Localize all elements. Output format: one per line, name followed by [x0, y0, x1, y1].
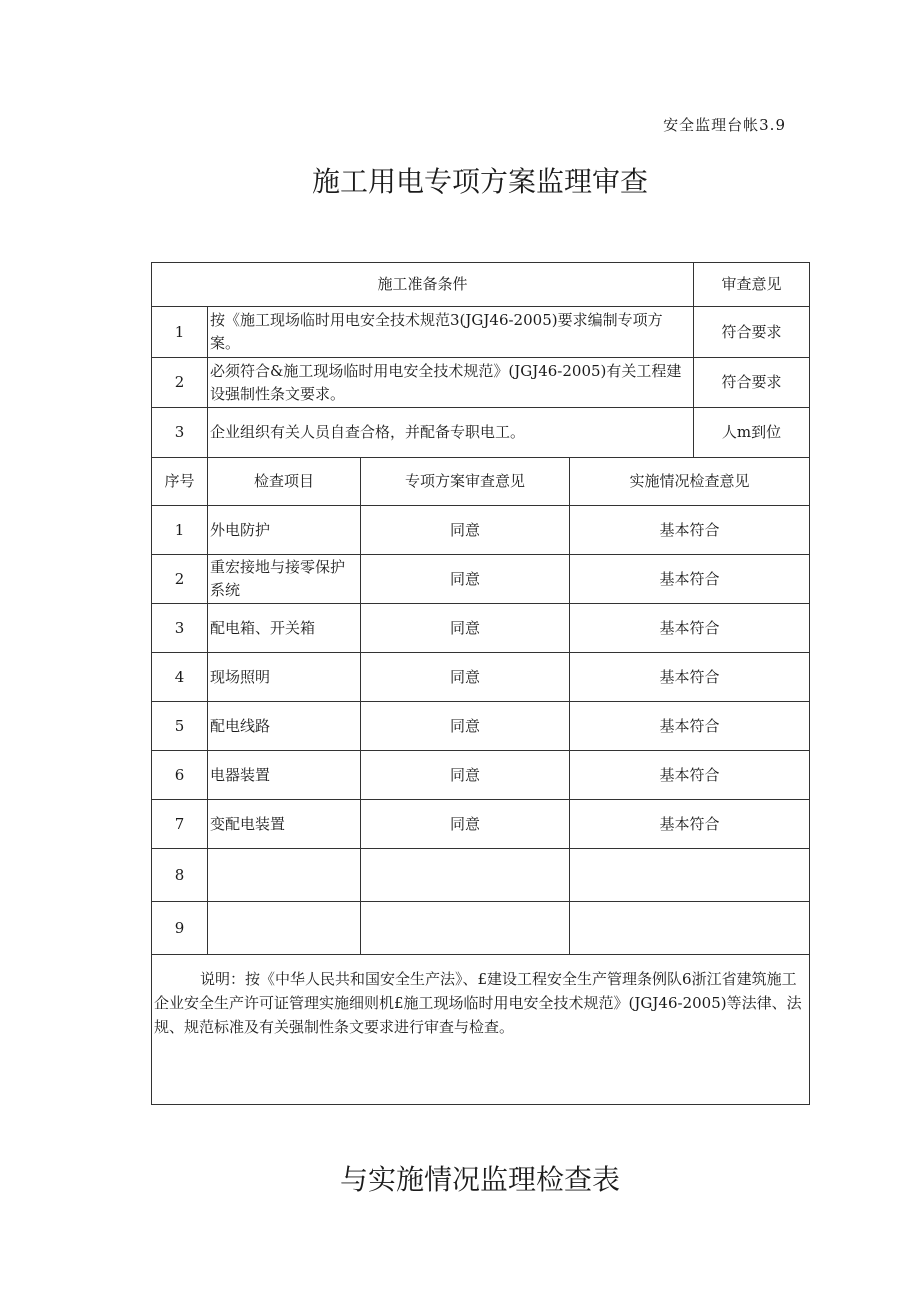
- impl-opinion: 基本符合: [570, 800, 810, 849]
- prep-row-number: 2: [152, 358, 208, 408]
- impl-opinion: 基本符合: [570, 653, 810, 702]
- plan-opinion: [361, 849, 570, 902]
- impl-opinion: [570, 849, 810, 902]
- check-item: 变配电装置: [208, 800, 361, 849]
- col-header-plan-opinion: 专项方案审查意见: [361, 458, 570, 506]
- col-header-impl-opinion: 实施情况检查意见: [570, 458, 810, 506]
- plan-opinion: 同意: [361, 653, 570, 702]
- col-header-item: 检查项目: [208, 458, 361, 506]
- prep-opinion: 符合要求: [694, 358, 810, 408]
- review-opinion-header: 审查意见: [694, 263, 810, 307]
- row-number: 1: [152, 506, 208, 555]
- plan-opinion: [361, 902, 570, 955]
- impl-opinion: 基本符合: [570, 555, 810, 604]
- prep-opinion: 人m到位: [694, 408, 810, 458]
- table-row: [152, 555, 810, 604]
- prep-row: [152, 358, 810, 408]
- check-item: 电器装置: [208, 751, 361, 800]
- review-table: [151, 262, 810, 1105]
- impl-opinion: 基本符合: [570, 604, 810, 653]
- plan-opinion: 同意: [361, 702, 570, 751]
- note-row: [152, 955, 810, 1105]
- check-item: [208, 849, 361, 902]
- check-item: [208, 902, 361, 955]
- ledger-number: 安全监理台帐3.9: [663, 116, 786, 134]
- row-number: 5: [152, 702, 208, 751]
- prep-condition-text: 必须符合&施工现场临时用电安全技术规范》(JGJ46-2005)有关工程建设强制性条文要求。: [208, 358, 694, 408]
- row-number: 9: [152, 902, 208, 955]
- impl-opinion: 基本符合: [570, 506, 810, 555]
- prep-header-row: [152, 263, 810, 307]
- prep-row-number: 3: [152, 408, 208, 458]
- table-row: [152, 604, 810, 653]
- document-subtitle: 与实施情况监理检查表: [339, 1163, 620, 1196]
- table-row: [152, 702, 810, 751]
- explanation-note: 说明：按《中华人民共和国安全生产法》、£建设工程安全生产管理条例队6浙江省建筑施工企业安全生产许可证管理实施细则机£施工现场临时用电安全技术规范》(JGJ46-2005)等法律、法规、规范标准及有关强制性条文要求进行审查与检查。: [152, 955, 810, 1105]
- plan-opinion: 同意: [361, 751, 570, 800]
- impl-opinion: 基本符合: [570, 751, 810, 800]
- impl-opinion: 基本符合: [570, 702, 810, 751]
- check-item: 重宏接地与接零保护系统: [208, 555, 361, 604]
- row-number: 7: [152, 800, 208, 849]
- prep-row-number: 1: [152, 307, 208, 358]
- row-number: 8: [152, 849, 208, 902]
- row-number: 3: [152, 604, 208, 653]
- row-number: 4: [152, 653, 208, 702]
- prep-opinion: 符合要求: [694, 307, 810, 358]
- prep-row: [152, 408, 810, 458]
- check-item: 现场照明: [208, 653, 361, 702]
- document-title: 施工用电专项方案监理审查: [311, 165, 648, 198]
- row-number: 6: [152, 751, 208, 800]
- plan-opinion: 同意: [361, 555, 570, 604]
- table-row: [152, 653, 810, 702]
- prep-conditions-header: 施工准备条件: [152, 263, 694, 307]
- table-row: [152, 849, 810, 902]
- prep-condition-text: 按《施工现场临时用电安全技术规范3(JGJ46-2005)要求编制专项方案。: [208, 307, 694, 358]
- row-number: 2: [152, 555, 208, 604]
- plan-opinion: 同意: [361, 604, 570, 653]
- impl-opinion: [570, 902, 810, 955]
- table-row: [152, 902, 810, 955]
- check-item: 配电线路: [208, 702, 361, 751]
- check-item: 外电防护: [208, 506, 361, 555]
- check-item: 配电箱、开关箱: [208, 604, 361, 653]
- prep-condition-text: 企业组织有关人员自查合格，并配备专职电工。: [208, 408, 694, 458]
- table-row: [152, 751, 810, 800]
- table-row: [152, 506, 810, 555]
- col-header-number: 序号: [152, 458, 208, 506]
- check-header-row: [152, 458, 810, 506]
- plan-opinion: 同意: [361, 506, 570, 555]
- table-row: [152, 800, 810, 849]
- plan-opinion: 同意: [361, 800, 570, 849]
- prep-row: [152, 307, 810, 358]
